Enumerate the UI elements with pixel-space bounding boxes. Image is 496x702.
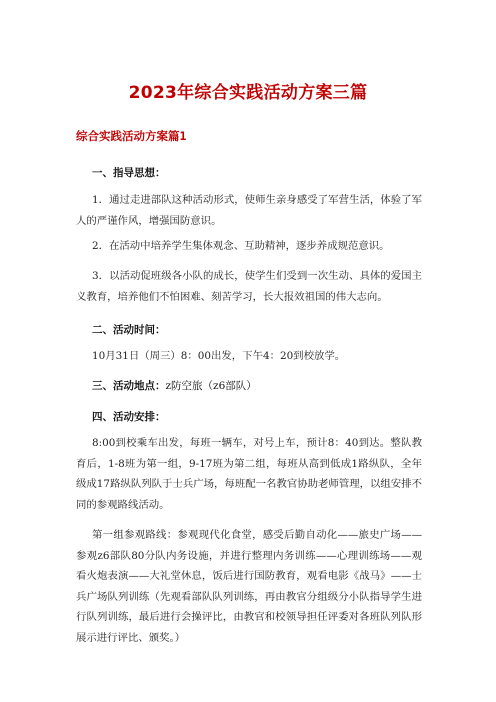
- paragraph-3: 3．以活动促班级各小队的成长，使学生们受到一次生动、具体的爱国主义教育，培养他们不怕困难、刻苦学习，长大报效祖国的伟大志向。: [76, 270, 422, 303]
- heading-activity-time: 二、活动时间：: [92, 324, 166, 336]
- document-title: 2023年综合实践活动方案三篇: [128, 83, 368, 103]
- paragraph-1: 1．通过走进部队这种活动形式，使师生亲身感受了军营生活，体验了军人的严谨作风，增强国防意识。: [76, 194, 422, 227]
- heading-activity-arrangement: 四、活动安排：: [92, 411, 166, 423]
- paragraph-time: 10月31日（周三）8：00出发，下午4：20到校放学。: [92, 350, 346, 362]
- paragraph-5: 第一组参观路线：参观现代化食堂，感受后勤自动化——旅史广场——参观z6部队80分队内务设施，并进行整理内务训练——心理训练场——观看火炮表演——大礼堂休息，饭后进行国防教育，观看电影《战马》——士兵广场队列训练（先观看部队队列训练，再由教官分组级分小队指导学生进行队列训练，最后进行会操评比，由教官和校领导担任评委对各班队列队形展示进行评比、颁奖。）: [76, 529, 422, 644]
- heading-guiding-ideology: 一、指导思想：: [92, 167, 166, 179]
- location-label: 三、活动地点：: [92, 380, 166, 392]
- heading-activity-location: [92, 378, 257, 393]
- section-title: 综合实践活动方案篇1: [76, 129, 187, 143]
- paragraph-4: 8:00到校乘车出发，每班一辆车，对号上车，预计8：40到达。整队教育后，1-8班为第一组，9-17班为第二组，每班从高到低成1路纵队，全年级成17路纵队列队于士兵广场，每班配一名教官协助老师管理，以组安排不同的参观路线活动。: [76, 437, 422, 511]
- paragraph-2: 2．在活动中培养学生集体观念、互助精神，逐步养成规范意识。: [92, 240, 390, 252]
- location-value: z防空旅（z6部队）: [165, 380, 257, 392]
